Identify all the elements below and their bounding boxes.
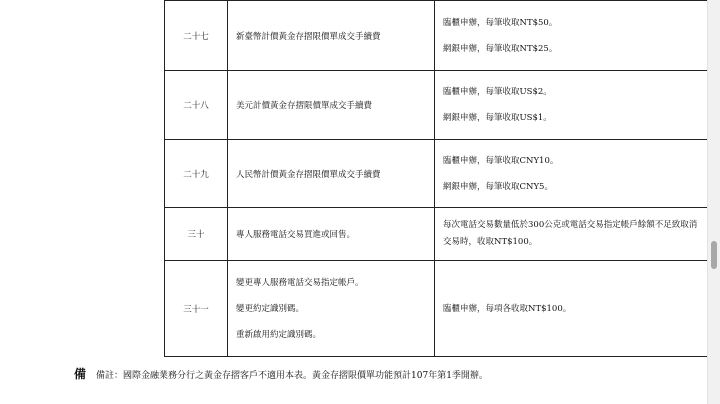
service-item-line: 變更專人服務電話交易指定帳戶。 [236,277,364,288]
row-number: 二十九 [165,140,228,208]
fee-line: 臨櫃申辦，每筆收取US$2。 [443,87,552,97]
fee-description [435,1,710,71]
table-row [165,71,710,140]
service-item: 美元計價黃金存摺限價單成交手續費 [228,71,435,140]
row-number: 三十一 [165,261,228,357]
table-row [165,208,710,261]
service-item-line: 重新啟用約定識別碼。 [236,329,322,340]
fee-line: 臨櫃申辦，每項各收取NT$100。 [443,303,572,314]
footnote [74,365,488,382]
fee-line: 網銀申辦，每筆收取NT$25。 [443,43,558,54]
fee-line: 網銀申辦，每筆收取CNY5。 [443,181,553,192]
fee-table [164,0,710,357]
service-item: 人民幣計價黃金存摺限價單成交手續費 [228,140,435,208]
fee-line: 臨櫃申辦，每筆收取NT$50。 [443,17,558,28]
row-number: 二十七 [165,1,228,71]
fee-line: 網銀申辦，每筆收取US$1。 [443,113,552,123]
fee-description [435,208,710,261]
vertical-scrollbar[interactable] [707,0,720,404]
service-item: 新臺幣計價黃金存摺限價單成交手續費 [228,1,435,71]
fee-line: 每次電話交易數量低於300公克或電話交易指定帳戶餘額不足致取消交易時，收取NT$100。 [443,220,698,247]
fee-line: 臨櫃申辦，每筆收取CNY10。 [443,155,559,166]
fee-description [435,71,710,140]
table-row [165,261,710,357]
service-item: 專人服務電話交易買進或回售。 [228,208,435,261]
fee-description [435,140,710,208]
row-number: 三十 [165,208,228,261]
table-row [165,1,710,71]
scrollbar-thumb[interactable] [711,241,717,269]
service-item [228,261,435,357]
note-text: 備註：國際金融業務分行之黃金存摺客戶不適用本表。黃金存摺限價單功能預計107年第1季開辦。 [96,371,488,381]
fee-description [435,261,710,357]
service-item-line: 變更約定識別碼。 [236,303,305,314]
note-mark: 備 [74,367,87,381]
table-row [165,140,710,208]
row-number: 二十八 [165,71,228,140]
